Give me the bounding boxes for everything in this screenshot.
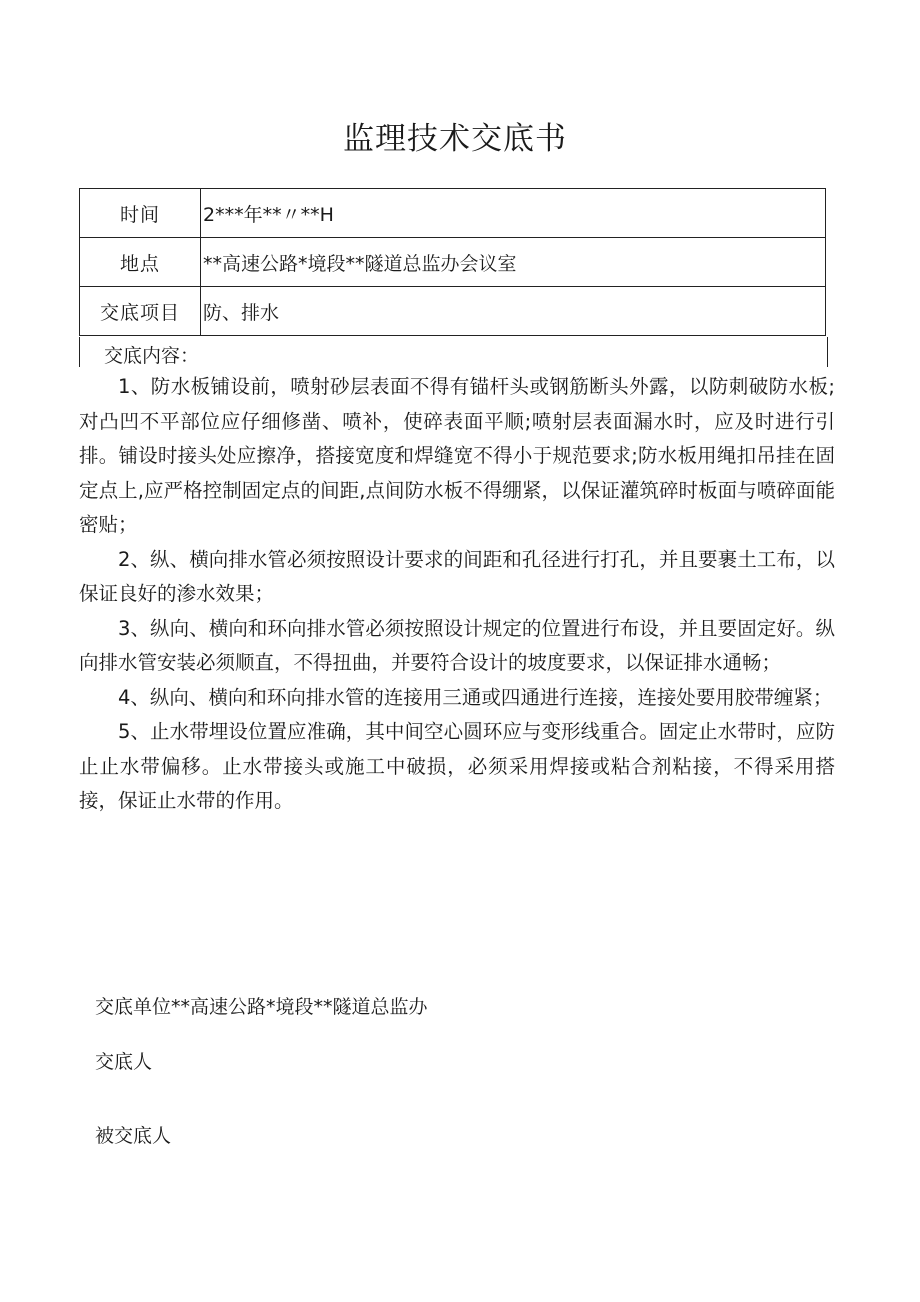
content-label: 交底内容：	[104, 345, 200, 367]
time-value: 2***年**〃**H	[201, 189, 826, 238]
paragraph-3: 3、纵向、横向和环向排水管必须按照设计规定的位置进行布设，并且要固定好。纵向排水管安装必须顺直，不得扭曲，并要符合设计的坡度要求，以保证排水通畅；	[79, 616, 835, 674]
time-label: 时间	[80, 189, 201, 238]
info-row-project	[80, 287, 826, 336]
info-row-location	[80, 238, 826, 287]
paragraph-4: 4、纵向、横向和环向排水管的连接用三通或四通进行连接，连接处要用胶带缠紧；	[118, 685, 833, 709]
paragraph-2: 2、纵、横向排水管必须按照设计要求的间距和孔径进行打孔，并且要裹土工布，以保证良好的渗水效果；	[79, 547, 835, 605]
content-label-row	[79, 337, 828, 367]
footer-receiver: 被交底人	[95, 1125, 172, 1147]
project-value: 防、排水	[201, 287, 826, 336]
footer-person: 交底人	[95, 1051, 153, 1073]
location-label: 地点	[80, 238, 201, 287]
document-title: 监理技术交底书	[343, 121, 567, 157]
info-row-time	[80, 189, 826, 238]
footer-unit: 交底单位**高速公路*境段**隧道总监办	[95, 996, 428, 1018]
paragraph-1: 1、防水板铺设前，喷射砂层表面不得有锚杆头或钢筋断头外露，以防刺破防水板;对凸凹不平部位应仔细修凿、喷补，使碎表面平顺;喷射层表面漏水时，应及时进行引排。铺设时接头处应擦净，搭接宽度和焊缝宽不得小于规范要求;防水板用绳扣吊挂在固定点上,应严格控制固定点的间距,点间防水板不得绷紧，以保证灌筑碎时板面与喷碎面能密贴；	[79, 375, 835, 536]
paragraph-5: 5、止水带埋设位置应准确，其中间空心圆环应与变形线重合。固定止水带时，应防止止水带偏移。止水带接头或施工中破损，必须采用焊接或粘合剂粘接，不得采用搭接，保证止水带的作用。	[79, 720, 835, 812]
location-value: **高速公路*境段**隧道总监办会议室	[201, 238, 826, 287]
info-table	[79, 188, 826, 336]
content-body	[79, 370, 835, 819]
project-label: 交底项目	[80, 287, 201, 336]
